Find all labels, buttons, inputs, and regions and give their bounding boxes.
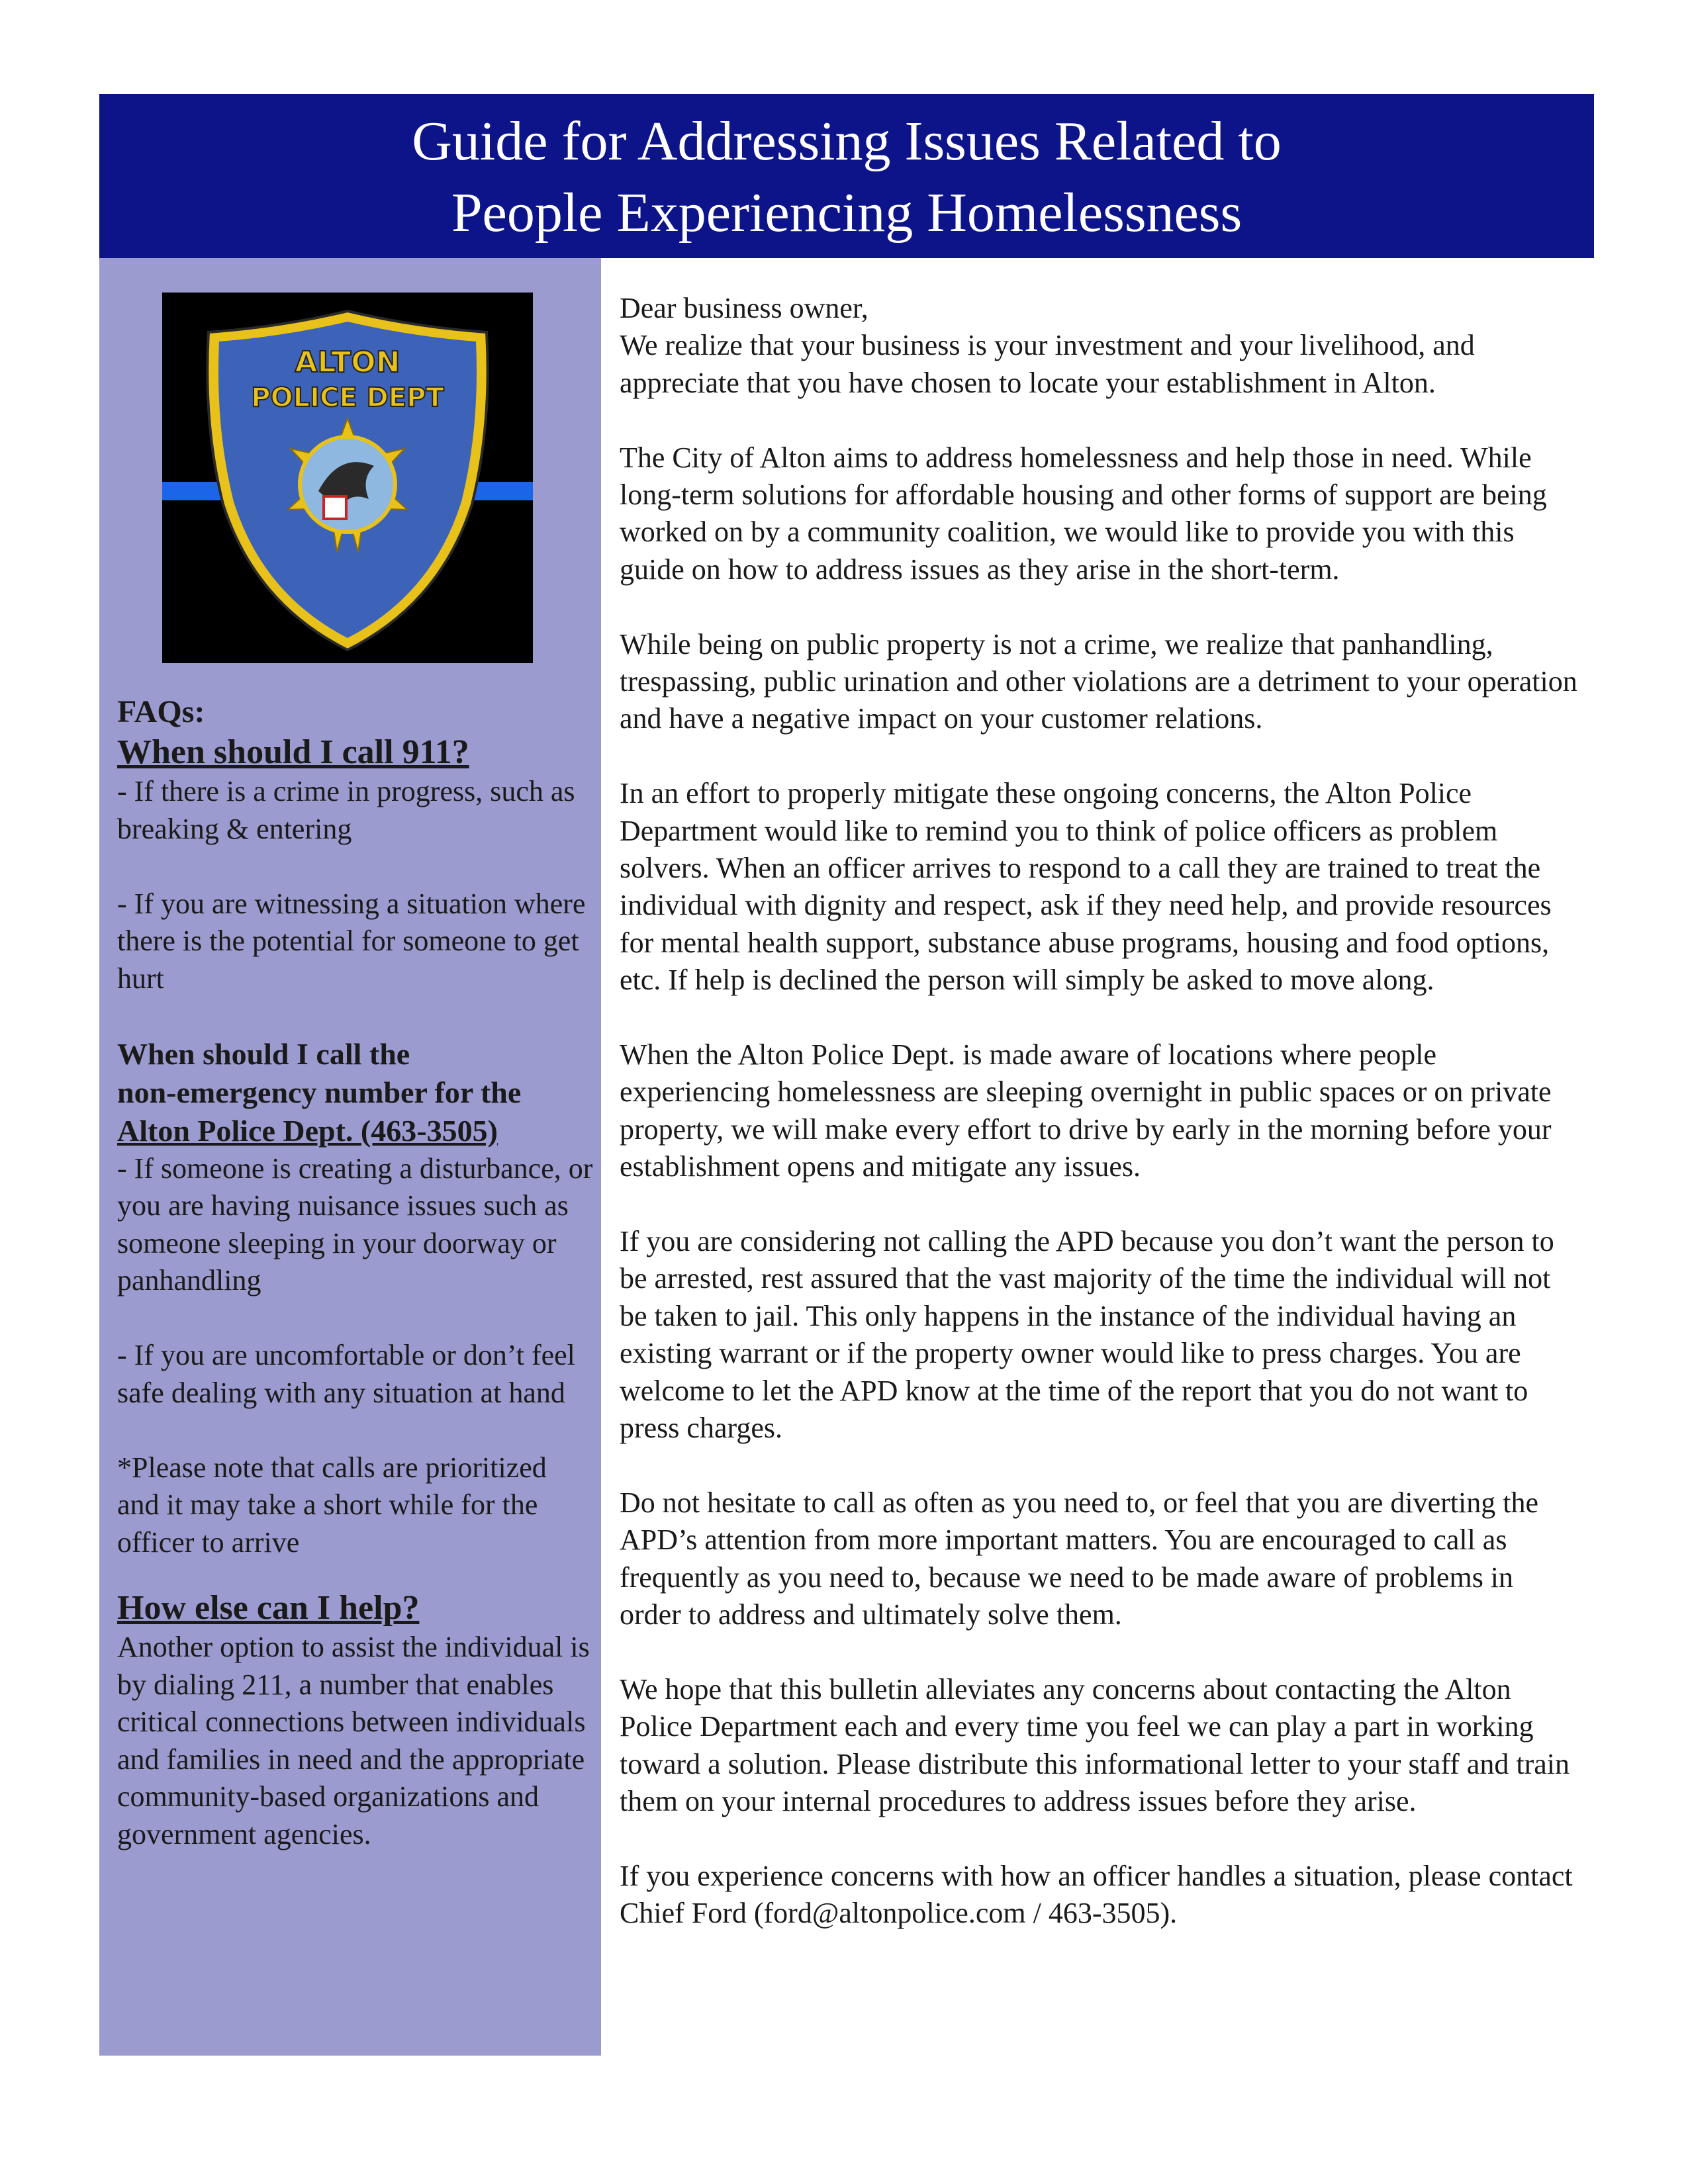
paragraph-4: In an effort to properly mitigate these ongoing concerns, the Alton Police Department would like to remind you to think of police officers as problem solvers. When an officer arrives to respond to a call they are trained to treat the individual with dignity and respect, ask if they need help, and provide resources for mental health support, substance abuse programs, housing and food options, etc. If help is declined the person will simply be asked to move along.	[620, 777, 1552, 997]
title-line-1: Guide for Addressing Issues Related to	[412, 111, 1282, 172]
faq-title: FAQs:	[117, 694, 205, 729]
faq-content	[117, 692, 594, 1853]
paragraph-7: Do not hesitate to call as often as you need to, or feel that you are diverting the APD’s attention from more important matters. You are encouraged to call as frequently as you need to, because we need to be made aware of problems in order to address and ultimately solve them.	[620, 1486, 1538, 1631]
answer-uncomfortable: - If you are uncomfortable or don’t feel safe dealing with any situation at hand	[117, 1339, 575, 1409]
letter-opening	[620, 290, 1579, 402]
paragraph-8: We hope that this bulletin alleviates any concerns about contacting the Alton Police Department each and every time you feel we can play a part in working toward a solution. Please distribute this informational letter to your staff and train them on your internal procedures to address issues before they arise.	[620, 1672, 1570, 1818]
priority-note: *Please note that calls are prioritized and it may take a short while for the officer to arrive	[117, 1451, 547, 1559]
paragraph-9: If you experience concerns with how an officer handles a situation, please contact Chief Ford (ford@altonpolice.com / 463-3505).	[620, 1859, 1573, 1930]
salutation: Dear business owner,	[620, 292, 868, 324]
question-non-emergency-1: When should I call the	[117, 1036, 410, 1071]
answer-211: Another option to assist the individual is by dialing 211, a number that enables critical connections between individuals and families in need and the appropriate community-based organizations and government agencies.	[117, 1631, 590, 1850]
paragraph-5: When the Alton Police Dept. is made aware of locations where people experiencing homelessness are sleeping overnight in public spaces or on private property, we will make every effort to drive by early in the morning before your establishment opens and mitigate any issues.	[620, 1038, 1552, 1183]
answer-911-hurt: - If you are witnessing a situation where there is the potential for someone to get hurt	[117, 887, 586, 995]
paragraph-3: While being on public property is not a crime, we realize that panhandling, trespassing, public urination and other violations are a detriment to your operation and have a negative impact on your customer relations.	[620, 627, 1577, 735]
question-non-emergency-2: non-emergency number for the	[117, 1075, 522, 1109]
faq-sidebar	[99, 258, 601, 2056]
paragraph-6: If you are considering not calling the APD because you don’t want the person to be arrested, rest assured that the vast majority of the time the individual will not be taken to jail. This only happens in the instance of the individual having an existing warrant or if the property owner would like to press charges. You are welcome to let the APD know at the time of the report that you do not want to press charges.	[620, 1225, 1554, 1445]
question-non-emergency-3	[117, 1112, 594, 1150]
non-emergency-number: Alton Police Dept. (463-3505)	[117, 1113, 498, 1148]
question-911: When should I call 911?	[117, 733, 469, 771]
letter-body	[620, 290, 1579, 1970]
badge-top-text: ALTON	[295, 345, 400, 379]
page-header	[99, 94, 1594, 258]
answer-911-crime: - If there is a crime in progress, such as breaking & entering	[117, 775, 575, 845]
police-badge-logo	[162, 293, 533, 663]
title-line-2: People Experiencing Homelessness	[451, 182, 1243, 244]
answer-disturbance: - If someone is creating a disturbance, or you are having nuisance issues such as someone sleeping in your doorway or panhandling	[117, 1152, 593, 1297]
paragraph-2: The City of Alton aims to address homelessness and help those in need. While long-term solutions for affordable housing and other forms of support are being worked on by a community coalition, we would like to provide you with this guide on how to address issues as they arise in the short-term.	[620, 441, 1547, 586]
badge-icon	[162, 293, 533, 663]
question-how-help: How else can I help?	[117, 1589, 420, 1627]
badge-bottom-text: POLICE DEPT	[251, 383, 444, 413]
paragraph-1: We realize that your business is your investment and your livelihood, and appreciate that you have chosen to locate your establishment in Alton.	[620, 329, 1475, 399]
